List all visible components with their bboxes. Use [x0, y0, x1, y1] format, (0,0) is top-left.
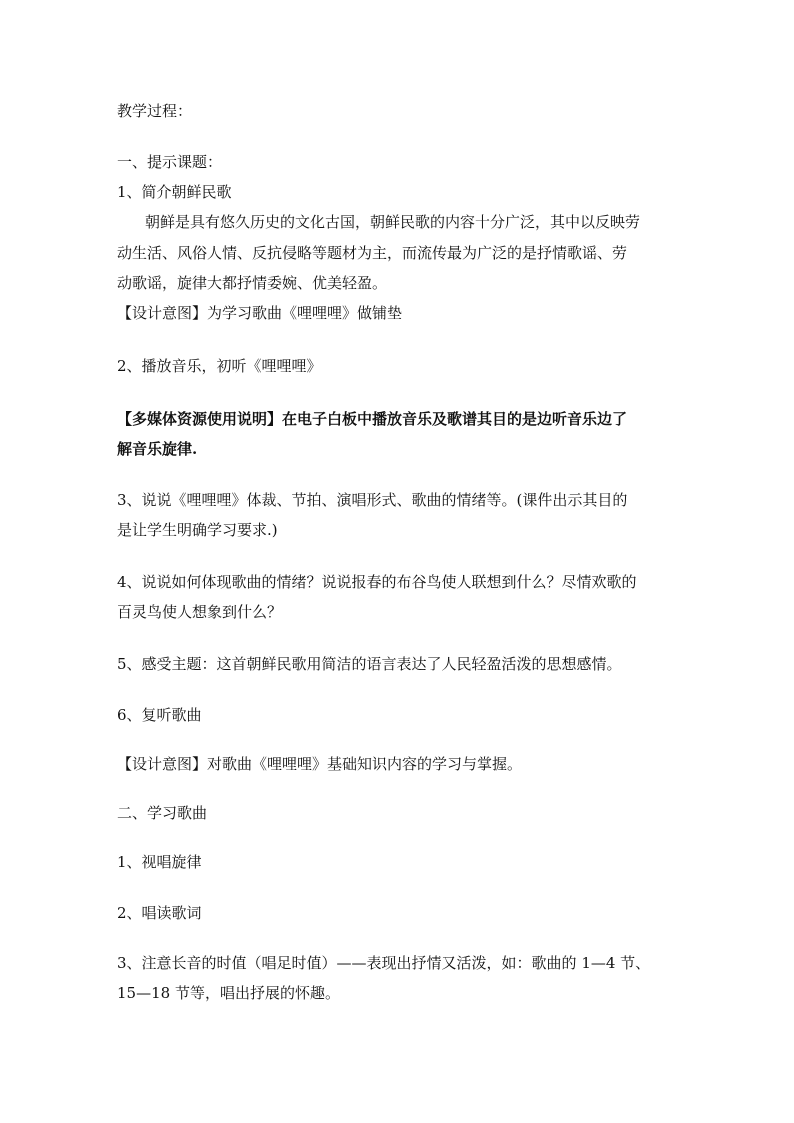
section1-item4-line1: 4、说说如何体现歌曲的情绪？说说报春的布谷鸟使人联想到什么？尽情欢歌的 — [117, 573, 637, 591]
section2-title: 二、学习歌曲 — [117, 804, 208, 822]
section1-item1-para-line2: 动生活、风俗人情、反抗侵略等题材为主，而流传最为广泛的是抒情歌谣、劳 — [117, 244, 628, 262]
section1-item2: 2、播放音乐，初听《哩哩哩》 — [117, 357, 322, 375]
section1-item5: 5、感受主题：这首朝鲜民歌用简洁的语言表达了人民轻盈活泼的思想感情。 — [117, 655, 622, 673]
multimedia-note-line1: 【多媒体资源使用说明】在电子白板中播放音乐及歌谱其目的是边听音乐边了 — [117, 410, 628, 428]
section1-item1-para-line3: 动歌谣，旋律大都抒情委婉、优美轻盈。 — [117, 274, 388, 292]
design-intent-2: 【设计意图】对歌曲《哩哩哩》基础知识内容的学习与掌握。 — [117, 755, 523, 773]
section2-item1: 1、视唱旋律 — [117, 853, 202, 871]
design-intent-1: 【设计意图】为学习歌曲《哩哩哩》做铺垫 — [117, 304, 403, 322]
section2-item3-line1: 3、注意长音的时值（唱足时值）——表现出抒情又活泼，如：歌曲的 1—4 节、 — [117, 954, 651, 972]
multimedia-note-line2: 解音乐旋律. — [117, 440, 198, 458]
section1-item1-para-line1: 朝鲜是具有悠久历史的文化古国，朝鲜民歌的内容十分广泛，其中以反映劳 — [145, 213, 641, 231]
doc-heading: 教学过程： — [117, 102, 193, 120]
section2-item3-line2: 15—18 节等，唱出抒展的怀趣。 — [117, 984, 340, 1002]
section1-item3-line1: 3、说说《哩哩哩》体裁、节拍、演唱形式、歌曲的情绪等。(课件出示其目的 — [117, 491, 628, 509]
section1-title: 一、提示课题： — [117, 153, 223, 171]
section2-item2: 2、唱读歌词 — [117, 904, 202, 922]
section1-item6: 6、复听歌曲 — [117, 706, 202, 724]
section1-item4-line2: 百灵鸟使人想象到什么？ — [117, 603, 283, 621]
section1-item1-title: 1、简介朝鲜民歌 — [117, 183, 232, 201]
section1-item3-line2: 是让学生明确学习要求.) — [117, 521, 278, 539]
